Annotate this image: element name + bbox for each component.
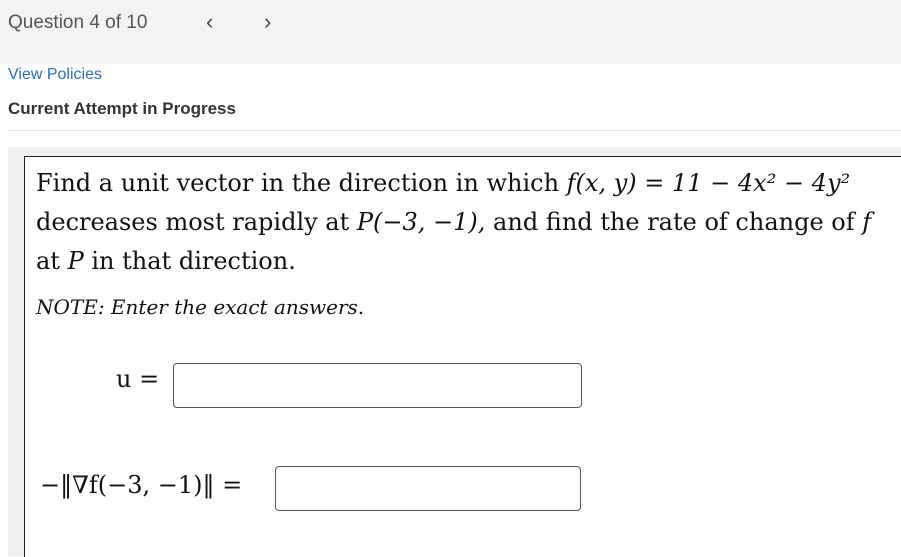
view-policies-link[interactable]: View Policies — [8, 66, 102, 83]
point-symbol: P — [67, 247, 84, 275]
answer-note: NOTE: Enter the exact answers. — [36, 295, 365, 319]
attempt-status: Current Attempt in Progress — [8, 99, 236, 118]
unit-vector-input[interactable] — [173, 363, 582, 408]
point-expression: P(−3, −1), — [356, 208, 486, 236]
problem-statement — [36, 164, 896, 281]
problem-text: at — [36, 247, 68, 275]
problem-text: and find the rate of change of — [485, 208, 863, 236]
previous-question-icon[interactable]: ‹ — [206, 9, 214, 34]
rate-of-change-input[interactable] — [275, 466, 581, 511]
next-question-icon[interactable]: › — [264, 9, 272, 34]
question-header — [0, 0, 901, 64]
unit-vector-label: u = — [116, 365, 160, 393]
problem-text: Find a unit vector in the direction in which — [36, 169, 567, 197]
divider — [8, 130, 901, 131]
function-symbol: f — [862, 208, 872, 236]
problem-text: decreases most rapidly at — [36, 208, 357, 236]
problem-text: in that direction. — [83, 247, 296, 275]
question-counter: Question 4 of 10 — [8, 12, 148, 33]
rate-of-change-label: −‖∇f(−3, −1)‖ = — [40, 471, 243, 499]
function-expression: f(x, y) = 11 − 4x² − 4y² — [566, 169, 851, 197]
